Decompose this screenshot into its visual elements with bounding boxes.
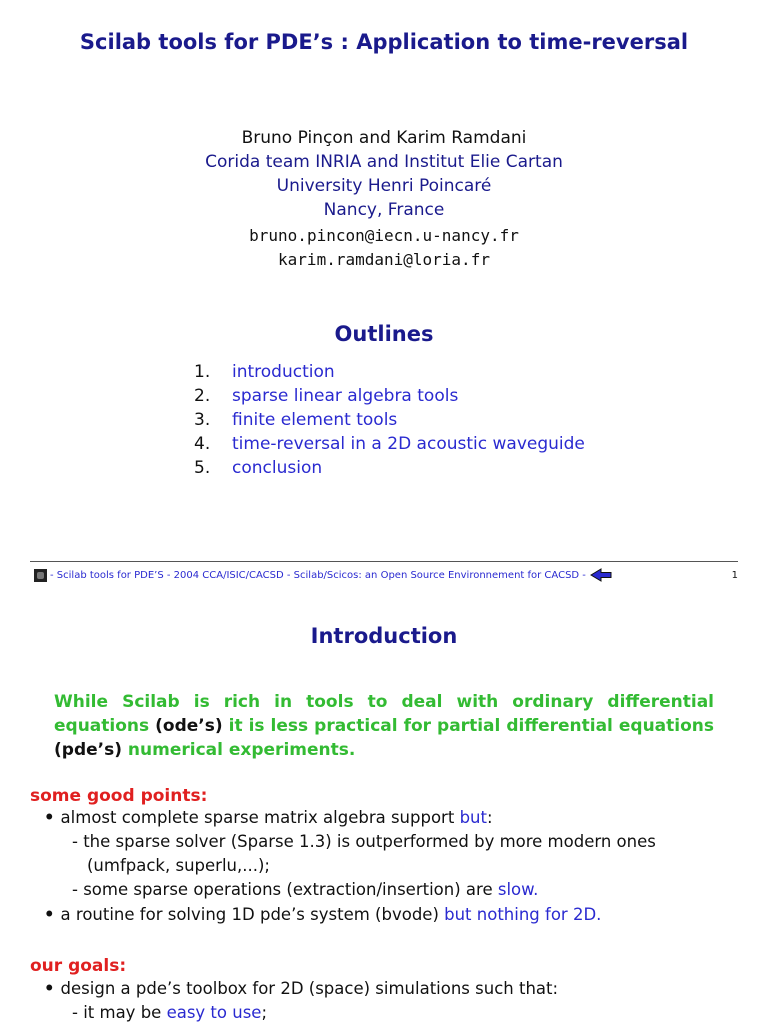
intro-part-pdes: (pde’s) [54, 740, 122, 760]
introduction-title: Introduction [310, 624, 458, 648]
bullet-text: design a pde’s toolbox for 2D (space) simulations such that: [60, 979, 559, 998]
affiliation-2: University Henri Poincaré [276, 176, 492, 196]
slide-nav-icon[interactable] [34, 569, 47, 582]
outline-number: 1. [194, 362, 211, 382]
outline-item-1 [194, 360, 335, 384]
outline-link-time-reversal[interactable]: time-reversal in a 2D acoustic waveguide [232, 434, 585, 454]
slide-title: Scilab tools for PDE’s : Application to time-reversal [79, 30, 689, 54]
intro-part-odes: (ode’s) [155, 716, 223, 736]
intro-part-5: numerical experiments. [127, 740, 356, 760]
outline-number: 2. [194, 386, 211, 406]
outlines-title: Outlines [334, 322, 434, 346]
outline-link-conclusion[interactable]: conclusion [232, 458, 323, 478]
outline-item-2 [194, 384, 458, 408]
sub-bullet-easy-to-use: easy to use [166, 1003, 262, 1022]
email-2: karim.ramdani@loria.fr [278, 250, 490, 269]
affiliation-1: Corida team INRIA and Institut Elie Cartan [205, 152, 563, 172]
outline-item-5 [194, 456, 322, 480]
page-number: 1 [731, 570, 738, 581]
sub-bullet-solver: - the sparse solver (Sparse 1.3) is outperformed by more modern ones [72, 832, 656, 851]
outline-link-introduction[interactable]: introduction [232, 362, 335, 382]
footer-divider [30, 561, 738, 562]
goals-heading: our goals: [30, 956, 127, 976]
sub-bullet-operations [72, 878, 538, 902]
sub-bullet-solver-cont: (umfpack, superlu,...); [87, 856, 270, 875]
outline-number: 3. [194, 410, 211, 430]
outline-item-4 [194, 432, 585, 456]
bullet-bvode [44, 903, 601, 927]
affiliation-3: Nancy, France [323, 200, 445, 220]
outline-link-sparse-linear-algebra[interactable]: sparse linear algebra tools [232, 386, 459, 406]
bullet-text: a routine for solving 1D pde’s system (bvode) [60, 905, 445, 924]
intro-part-1: While Scilab is rich in tools to deal with ordinary differential equations [54, 692, 714, 736]
slide-footer [34, 568, 738, 586]
bullet-dot-icon: • [44, 979, 55, 998]
outline-number: 4. [194, 434, 211, 454]
intro-part-3: it is less practical for partial differential equations [222, 716, 715, 736]
sub-bullet-end: ; [261, 1003, 268, 1022]
footer-text[interactable]: - Scilab tools for PDE’S - 2004 CCA/ISIC/CACSD - Scilab/Scicos: an Open Source Environnement for CACSD - [50, 569, 586, 581]
back-arrow-icon[interactable] [590, 568, 612, 582]
bullet-text: almost complete sparse matrix algebra support [60, 808, 460, 827]
intro-paragraph [54, 690, 714, 762]
bullet-but: but [459, 808, 487, 827]
bullet-nothing-2d: but nothing for 2D. [444, 905, 602, 924]
outline-item-3 [194, 408, 397, 432]
outline-number: 5. [194, 458, 211, 478]
email-1: bruno.pincon@iecn.u-nancy.fr [249, 226, 519, 245]
bullet-sparse-support [44, 806, 493, 830]
outline-link-finite-element[interactable]: finite element tools [232, 410, 398, 430]
bullet-colon: : [486, 808, 493, 827]
bullet-dot-icon: • [44, 905, 55, 924]
sub-bullet-slow: slow. [497, 880, 539, 899]
bullet-dot-icon: • [44, 808, 55, 827]
authors: Bruno Pinçon and Karim Ramdani [241, 128, 527, 148]
sub-bullet-text: - it may be [72, 1003, 167, 1022]
sub-bullet-text: - some sparse operations (extraction/insertion) are [72, 880, 498, 899]
sub-bullet-easy [72, 1001, 267, 1025]
good-points-heading: some good points: [30, 786, 208, 806]
bullet-goal-design [44, 977, 558, 1001]
